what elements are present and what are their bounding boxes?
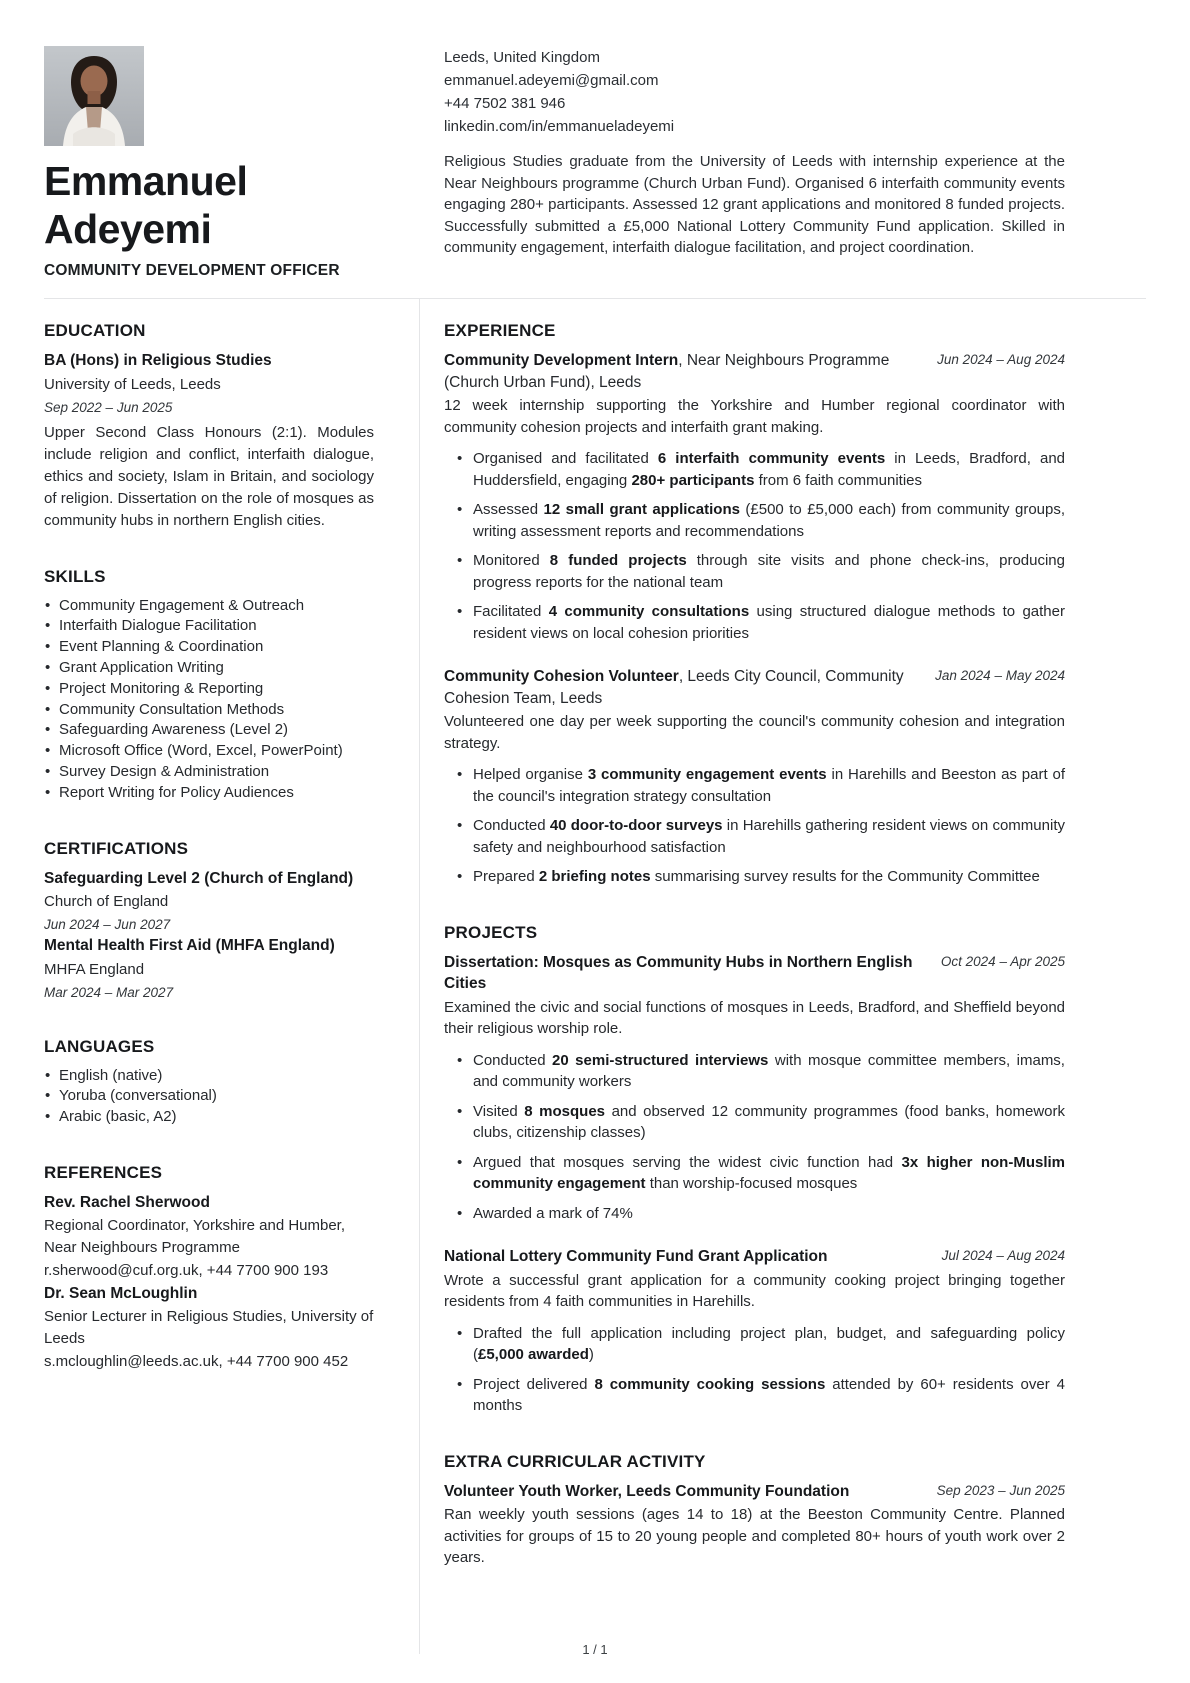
job-bullet: • Organised and facilitated 6 interfaith community events in Leeds, Bradford, and Huddersfield, engaging 280+ participants from 6 faith communities: [444, 448, 1065, 491]
header: [44, 46, 1146, 299]
project-bullet-list: [444, 1323, 1065, 1417]
projects-heading: PROJECTS: [444, 922, 538, 942]
project-title: Dissertation: Mosques as Community Hubs in Northern English Cities: [444, 953, 913, 993]
project-bullet: • Conducted 20 semi-structured interviews with mosque committee members, imams, and community workers: [444, 1050, 1065, 1093]
header-identity: [44, 46, 374, 280]
languages-heading: LANGUAGES: [44, 1036, 155, 1056]
entry-header: [444, 952, 1065, 995]
extra-curricular-entry: [444, 1481, 1065, 1569]
section-extra-curricular: [444, 1452, 1065, 1569]
job-dates: Jun 2024 – Aug 2024: [937, 352, 1065, 368]
job-title: Community Development Intern, Near Neighbours Programme (Church Urban Fund), Leeds: [444, 352, 890, 391]
reference-item: [44, 1283, 374, 1373]
education-degree: BA (Hons) in Religious Studies: [44, 352, 272, 370]
skill-item: • Survey Design & Administration: [44, 762, 374, 783]
project-intro: Examined the civic and social functions of mosques in Leeds, Bradford, and Sheffield beyond their religious worship role.: [444, 998, 1065, 1038]
job-intro: Volunteered one day per week supporting the council's community cohesion and integration strategy.: [444, 713, 1065, 752]
activity-intro: Ran weekly youth sessions (ages 14 to 18) at the Beeston Community Centre. Planned activities for groups of 15 to 20 young people and completed 80+ hours of youth work over 2 years.: [444, 1506, 1065, 1567]
page-number: 1 / 1: [582, 1642, 608, 1657]
skill-item: • Safeguarding Awareness (Level 2): [44, 720, 374, 741]
job-title: Community Cohesion Volunteer, Leeds City Council, Community Cohesion Team, Leeds: [444, 668, 904, 707]
certification-issuer: Church of England: [44, 893, 169, 911]
certification-issuer: MHFA England: [44, 960, 145, 978]
entry-header: [444, 1481, 1065, 1503]
job-bullet-list: [444, 448, 1065, 644]
skill-item: • Grant Application Writing: [44, 658, 374, 679]
reference-role: Senior Lecturer in Religious Studies, University of Leeds: [44, 1308, 374, 1347]
profile-photo: [44, 46, 144, 146]
references-heading: REFERENCES: [44, 1162, 163, 1182]
contact-email: emmanuel.adeyemi@gmail.com: [444, 72, 659, 89]
certifications-heading: CERTIFICATIONS: [44, 838, 189, 858]
education-institution: University of Leeds, Leeds: [44, 375, 221, 393]
education-description: Upper Second Class Honours (2:1). Modules include religion and conflict, interfaith dialogue, ethics and society, Islam in Britain, and sociology of religion. Dissertation on the role of mosques as community hubs in northern English cities.: [44, 423, 374, 529]
candidate-name: Emmanuel Adeyemi: [44, 158, 248, 252]
job-intro: 12 week internship supporting the Yorkshire and Humber regional coordinator with community cohesion projects and interfaith grant making.: [444, 397, 1065, 436]
skill-item: • Community Engagement & Outreach: [44, 596, 374, 617]
activity-title: Volunteer Youth Worker, Leeds Community Foundation: [444, 1482, 850, 1500]
project-bullet: • Awarded a mark of 74%: [444, 1203, 1065, 1225]
job-bullet-list: [444, 764, 1065, 888]
profile-summary: Religious Studies graduate from the University of Leeds with internship experience at the Near Neighbours programme (Church Urban Fund). Organised 6 interfaith community events engaging 280+ participants. Assessed 12 grant applications and monitored 8 funded projects. Successfully submitted a £5,000 National Lottery Community Fund application. Skilled in community engagement, interfaith dialogue facilitation, and project coordination.: [444, 153, 1065, 256]
reference-contact: r.sherwood@cuf.org.uk, +44 7700 900 193: [44, 1262, 329, 1280]
reference-item: [44, 1192, 374, 1282]
language-item: • Arabic (basic, A2): [44, 1107, 374, 1128]
job-bullet: • Facilitated 4 community consultations using structured dialogue methods to gather resident views on local cohesion priorities: [444, 601, 1065, 644]
certification-dates: Mar 2024 – Mar 2027: [44, 984, 174, 1000]
job-dates: Jan 2024 – May 2024: [935, 668, 1065, 684]
certification-name: Safeguarding Level 2 (Church of England): [44, 869, 354, 887]
certification-item: [44, 868, 374, 935]
experience-heading: EXPERIENCE: [444, 321, 556, 341]
reference-contact: s.mcloughlin@leeds.ac.uk, +44 7700 900 452: [44, 1353, 349, 1371]
certification-item: [44, 935, 374, 1002]
candidate-role-title: COMMUNITY DEVELOPMENT OFFICER: [44, 262, 340, 280]
skill-item: • Report Writing for Policy Audiences: [44, 783, 374, 804]
project-dates: Oct 2024 – Apr 2025: [940, 953, 1065, 969]
project-entry: [444, 952, 1065, 1225]
project-entry: [444, 1246, 1065, 1417]
skills-list: [44, 596, 374, 804]
project-intro: Wrote a successful grant application for a community cooking project bringing together residents from 4 faith communities in Harehills.: [444, 1271, 1065, 1311]
reference-role: Regional Coordinator, Yorkshire and Humber, Near Neighbours Programme: [44, 1217, 346, 1256]
project-bullet: • Project delivered 8 community cooking sessions attended by 60+ residents over 4 months: [444, 1374, 1065, 1417]
experience-entry: [444, 350, 1065, 644]
entry-header: [444, 350, 1065, 393]
section-experience: [444, 321, 1065, 888]
reference-name: Rev. Rachel Sherwood: [44, 1193, 210, 1211]
project-dates: Jul 2024 – Aug 2024: [941, 1248, 1065, 1264]
job-bullet: • Monitored 8 funded projects through site visits and phone check-ins, producing progress reports for the national team: [444, 550, 1065, 593]
project-bullet: • Argued that mosques serving the widest civic function had 3x higher non-Muslim community engagement than worship-focused mosques: [444, 1152, 1065, 1195]
skills-heading: SKILLS: [44, 566, 106, 586]
experience-entry: [444, 666, 1065, 888]
skill-item: • Community Consultation Methods: [44, 700, 374, 721]
header-contact-summary: [419, 46, 1065, 280]
project-bullet-list: [444, 1050, 1065, 1225]
job-bullet: • Prepared 2 briefing notes summarising survey results for the Community Committee: [444, 866, 1065, 888]
job-bullet: • Helped organise 3 community engagement events in Harehills and Beeston as part of the council's integration strategy consultation: [444, 764, 1065, 807]
education-heading: EDUCATION: [44, 321, 146, 341]
left-column: [44, 299, 374, 1654]
section-skills: [44, 567, 374, 804]
section-references: [44, 1163, 374, 1373]
skill-item: • Interfaith Dialogue Facilitation: [44, 616, 374, 637]
project-bullet: • Drafted the full application including project plan, budget, and safeguarding policy (£5,000 awarded): [444, 1323, 1065, 1366]
project-title: National Lottery Community Fund Grant Application: [444, 1248, 828, 1266]
skill-item: • Event Planning & Coordination: [44, 637, 374, 658]
project-bullet: • Visited 8 mosques and observed 12 community programmes (food banks, homework clubs, citizenship classes): [444, 1101, 1065, 1144]
language-item: • English (native): [44, 1066, 374, 1087]
job-bullet: • Assessed 12 small grant applications (£500 to £5,000 each) from community groups, writing assessment reports and recommendations: [444, 499, 1065, 542]
job-bullet: • Conducted 40 door-to-door surveys in Harehills gathering resident views on community safety and neighbourhood satisfaction: [444, 815, 1065, 858]
skill-item: • Project Monitoring & Reporting: [44, 679, 374, 700]
languages-list: [44, 1066, 374, 1128]
contact-location: Leeds, United Kingdom: [444, 49, 600, 66]
extra-curricular-heading: EXTRA CURRICULAR ACTIVITY: [444, 1451, 706, 1471]
activity-dates: Sep 2023 – Jun 2025: [936, 1482, 1065, 1498]
contact-phone: +44 7502 381 946: [444, 95, 566, 112]
section-certifications: [44, 839, 374, 1002]
reference-name: Dr. Sean McLoughlin: [44, 1284, 198, 1302]
entry-header: [444, 666, 1065, 709]
section-languages: [44, 1037, 374, 1128]
resume-body: [44, 299, 1146, 1654]
language-item: • Yoruba (conversational): [44, 1086, 374, 1107]
certification-dates: Jun 2024 – Jun 2027: [44, 917, 171, 933]
skill-item: • Microsoft Office (Word, Excel, PowerPoint): [44, 741, 374, 762]
certification-name: Mental Health First Aid (MHFA England): [44, 937, 335, 955]
section-projects: [444, 923, 1065, 1417]
right-column: [419, 299, 1065, 1654]
entry-header: [444, 1246, 1065, 1268]
section-education: [44, 321, 374, 532]
education-dates: Sep 2022 – Jun 2025: [44, 399, 173, 415]
contact-linkedin: linkedin.com/in/emmanueladeyemi: [444, 118, 675, 135]
